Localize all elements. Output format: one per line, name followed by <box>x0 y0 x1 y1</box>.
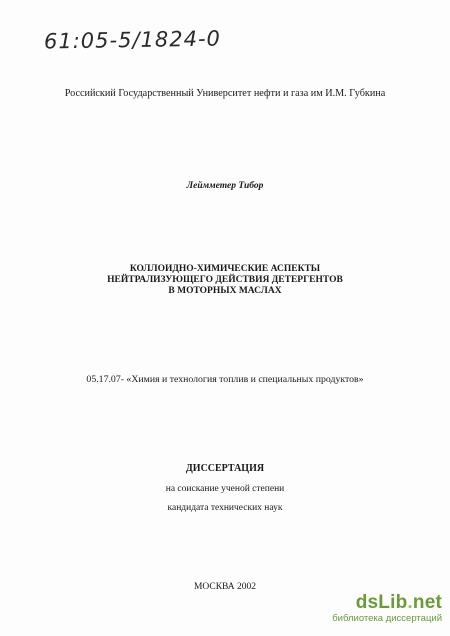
dissertation-title <box>0 264 450 297</box>
document-type: ДИССЕРТАЦИЯ <box>185 463 265 474</box>
title-line: В МОТОРНЫХ МАСЛАХ <box>168 286 282 296</box>
title-line: НЕЙТРАЛИЗУЮЩЕГО ДЕЙСТВИЯ ДЕТЕРГЕНТОВ <box>107 275 343 285</box>
university-name: Российский Государственный Университет нефти и газа им И.М. Губкина <box>64 88 386 99</box>
watermark-subtitle: библиотека диссертаций <box>332 613 442 624</box>
degree-line: на соискание ученой степени <box>165 484 285 494</box>
city-year: МОСКВА 2002 <box>193 582 257 592</box>
dslib-logo <box>332 593 442 612</box>
logo-tld: net <box>412 592 442 613</box>
logo-main: dsLib <box>355 592 408 613</box>
dslib-watermark <box>332 593 442 624</box>
title-line: КОЛЛОИДНО-ХИМИЧЕСКИЕ АСПЕКТЫ <box>129 264 321 274</box>
author-name: Леймметер Тибор <box>186 181 264 191</box>
logo-dot: . <box>407 592 413 613</box>
archive-mark-handwritten: 61:05-5/1824-0 <box>43 26 222 54</box>
degree-line: кандидата технических наук <box>167 503 283 513</box>
specialty-code: 05.17.07- «Химия и технология топлив и специальных продуктов» <box>86 374 364 385</box>
